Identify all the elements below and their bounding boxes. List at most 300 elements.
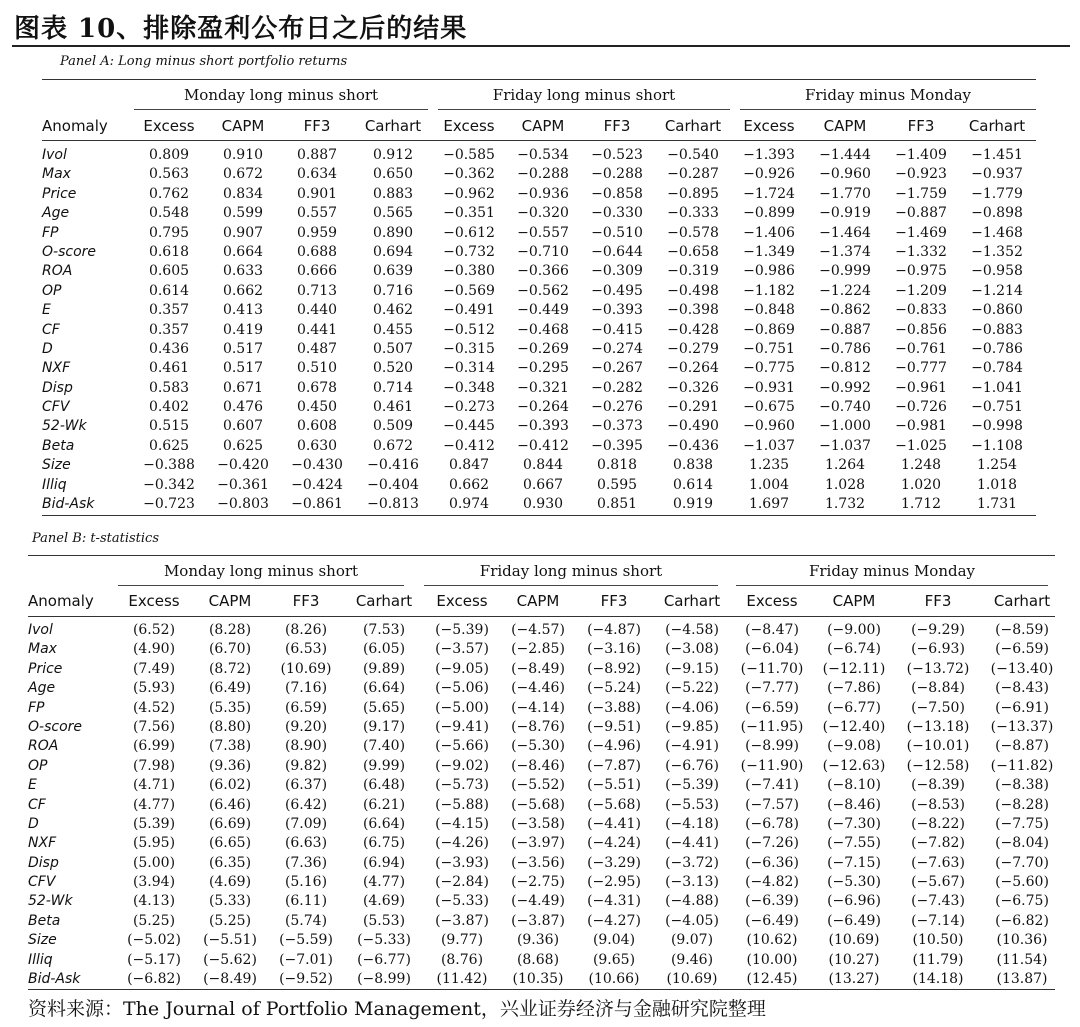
value-cell: (7.49) [132, 660, 176, 677]
value-cell: (−6.49) [827, 912, 881, 929]
anomaly-name-cell: Disp [28, 854, 59, 871]
value-cell: −0.833 [895, 302, 947, 319]
value-cell: 0.450 [296, 399, 338, 416]
value-cell: −0.309 [591, 263, 643, 280]
value-cell: (−8.43) [995, 680, 1049, 697]
value-cell: 0.667 [522, 476, 564, 493]
value-cell: 0.509 [372, 418, 414, 435]
value-cell: (5.65) [362, 699, 406, 716]
value-cell: (5.00) [132, 854, 176, 871]
value-cell: (−6.04) [745, 641, 799, 658]
value-cell: (−5.02) [127, 932, 181, 949]
anomaly-name-cell: NXF [28, 835, 57, 852]
value-cell: (−4.87) [587, 622, 641, 638]
anomaly-name-cell: Illiq [42, 476, 67, 493]
value-cell: 0.630 [296, 437, 338, 454]
column-header: Carhart [664, 117, 722, 135]
table-row [28, 699, 1064, 718]
table-row [42, 204, 1036, 223]
value-cell: (−6.76) [665, 757, 719, 774]
table-row [42, 224, 1036, 243]
value-cell: −0.273 [443, 399, 495, 416]
value-cell: (6.35) [208, 854, 252, 871]
value-cell: −0.468 [517, 321, 569, 338]
panel-a-table-body [42, 146, 1036, 514]
table-row [28, 854, 1064, 873]
value-cell: (−8.46) [827, 796, 881, 813]
table-row [28, 951, 1064, 970]
value-cell: (6.48) [362, 777, 406, 794]
value-cell: −0.393 [591, 302, 643, 319]
value-cell: 0.838 [672, 457, 714, 474]
value-cell: −0.740 [819, 399, 871, 416]
value-cell: (9.36) [516, 932, 560, 949]
anomaly-name-cell: D [28, 815, 39, 832]
value-cell: (6.64) [362, 680, 406, 697]
table-row [28, 718, 1064, 737]
panel-a-top-rule [42, 79, 1036, 80]
value-cell: −0.869 [743, 321, 795, 338]
value-cell: (9.07) [670, 932, 714, 949]
value-cell: −1.041 [971, 379, 1023, 396]
value-cell: 0.639 [372, 263, 414, 280]
value-cell: 0.557 [296, 205, 338, 222]
value-cell: (−7.41) [745, 777, 799, 794]
anomaly-name-cell: NXF [42, 360, 71, 377]
value-cell: (−9.51) [587, 718, 641, 735]
value-cell: −0.675 [743, 399, 795, 416]
value-cell: (−5.68) [587, 796, 641, 813]
panel-b-table-body [28, 621, 1064, 989]
table-row [42, 456, 1036, 475]
value-cell: (−5.73) [435, 777, 489, 794]
value-cell: (−4.46) [511, 680, 565, 697]
anomaly-name-cell: E [42, 302, 51, 319]
value-cell: −0.398 [667, 302, 719, 319]
value-cell: (−9.41) [435, 718, 489, 735]
value-cell: (−5.00) [435, 699, 489, 716]
value-cell: (4.52) [132, 699, 176, 716]
value-cell: 0.402 [148, 399, 190, 416]
value-cell: −1.352 [971, 243, 1023, 260]
value-cell: (−3.08) [665, 641, 719, 658]
value-cell: (9.99) [362, 757, 406, 774]
panel-a-group-monday: Monday long minus short [183, 86, 379, 104]
value-cell: −1.406 [743, 224, 795, 241]
value-cell: (−8.84) [911, 680, 965, 697]
value-cell: −0.498 [667, 282, 719, 299]
value-cell: −0.926 [743, 166, 795, 183]
value-cell: (−9.02) [435, 757, 489, 774]
value-cell: (6.11) [284, 893, 328, 910]
value-cell: 0.563 [148, 166, 190, 183]
value-cell: (7.40) [362, 738, 406, 755]
value-cell: −0.540 [667, 147, 719, 163]
value-cell: −0.490 [667, 418, 719, 435]
value-cell: (−8.47) [745, 622, 799, 638]
value-cell: (6.52) [132, 622, 176, 638]
value-cell: 0.517 [222, 360, 264, 377]
value-cell: −0.775 [743, 360, 795, 377]
value-cell: −0.898 [971, 205, 1023, 222]
value-cell: 0.919 [672, 496, 714, 513]
value-cell: (8.76) [440, 951, 484, 968]
column-header: FF3 [303, 117, 331, 135]
value-cell: (−3.88) [587, 699, 641, 716]
panel-b-bottom-rule [28, 989, 1055, 990]
value-cell: (−4.41) [587, 815, 641, 832]
value-cell: −0.314 [443, 360, 495, 377]
value-cell: (−13.37) [990, 718, 1054, 735]
value-cell: −0.585 [443, 147, 495, 163]
value-cell: −0.330 [591, 205, 643, 222]
value-cell: (−13.18) [906, 718, 970, 735]
value-cell: 0.901 [296, 185, 338, 202]
value-cell: (−7.70) [995, 854, 1049, 871]
value-cell: 1.004 [748, 476, 790, 493]
column-header: FF3 [603, 117, 631, 135]
table-row [28, 912, 1064, 931]
value-cell: 1.028 [824, 476, 866, 493]
value-cell: (8.72) [208, 660, 252, 677]
value-cell: (−3.87) [511, 912, 565, 929]
value-cell: (6.46) [208, 796, 252, 813]
value-cell: 0.436 [148, 340, 190, 357]
table-row [42, 165, 1036, 184]
value-cell: 0.851 [596, 496, 638, 513]
table-row [28, 796, 1064, 815]
value-cell: (−6.82) [127, 971, 181, 988]
table-row [42, 301, 1036, 320]
value-cell: −1.025 [895, 437, 947, 454]
value-cell: (10.69) [666, 971, 718, 988]
value-cell: (−2.84) [435, 874, 489, 891]
value-cell: (−4.88) [665, 893, 719, 910]
value-cell: −0.279 [667, 340, 719, 357]
value-cell: (6.37) [284, 777, 328, 794]
value-cell: 1.732 [824, 496, 866, 513]
value-cell: (−6.77) [827, 699, 881, 716]
value-cell: (−7.87) [587, 757, 641, 774]
value-cell: −0.710 [517, 243, 569, 260]
value-cell: 0.462 [372, 302, 414, 319]
value-cell: −0.784 [971, 360, 1023, 377]
value-cell: (10.50) [912, 932, 964, 949]
value-cell: 0.907 [222, 224, 264, 241]
value-cell: −0.404 [367, 476, 419, 493]
value-cell: (−6.75) [995, 893, 1049, 910]
column-header: CAPM [516, 592, 560, 610]
anomaly-name-cell: Disp [42, 379, 73, 396]
value-cell: (−8.49) [203, 971, 257, 988]
figure-title: 图表 10、排除盈利公布日之后的结果 [14, 14, 468, 44]
value-cell: (−13.40) [990, 660, 1054, 677]
value-cell: −0.960 [819, 166, 871, 183]
value-cell: 0.883 [372, 185, 414, 202]
value-cell: 0.520 [372, 360, 414, 377]
value-cell: −0.923 [895, 166, 947, 183]
value-cell: (−7.75) [995, 815, 1049, 832]
value-cell: (11.42) [436, 971, 488, 988]
value-cell: (9.04) [592, 932, 636, 949]
value-cell: 0.671 [222, 379, 264, 396]
value-cell: (7.38) [208, 738, 252, 755]
value-cell: 1.018 [976, 476, 1018, 493]
value-cell: (−5.30) [827, 874, 881, 891]
value-cell: (8.26) [284, 622, 328, 638]
value-cell: (−6.39) [745, 893, 799, 910]
value-cell: −0.803 [217, 496, 269, 513]
value-cell: (−8.10) [827, 777, 881, 794]
panel-a-group-rule-monday [134, 109, 428, 110]
panel-b-group-monday: Monday long minus short [163, 562, 359, 580]
value-cell: −1.182 [743, 282, 795, 299]
value-cell: −0.512 [443, 321, 495, 338]
value-cell: (−6.82) [995, 912, 1049, 929]
value-cell: (6.69) [208, 815, 252, 832]
value-cell: −0.895 [667, 185, 719, 202]
value-cell: (−9.29) [911, 622, 965, 638]
value-cell: (5.33) [208, 893, 252, 910]
value-cell: −0.269 [517, 340, 569, 357]
value-cell: (−3.97) [511, 835, 565, 852]
value-cell: −0.958 [971, 263, 1023, 280]
value-cell: 0.930 [522, 496, 564, 513]
value-cell: −1.108 [971, 437, 1023, 454]
value-cell: (8.68) [516, 951, 560, 968]
value-cell: −0.899 [743, 205, 795, 222]
value-cell: (−7.77) [745, 680, 799, 697]
value-cell: 0.441 [296, 321, 338, 338]
value-cell: (−9.85) [665, 718, 719, 735]
value-cell: (6.49) [208, 680, 252, 697]
value-cell: 0.650 [372, 166, 414, 183]
value-cell: (−5.62) [203, 951, 257, 968]
value-cell: (−7.86) [827, 680, 881, 697]
table-row [28, 757, 1064, 776]
table-row [42, 417, 1036, 436]
value-cell: −0.319 [667, 263, 719, 280]
anomaly-name-cell: FP [28, 699, 45, 716]
value-cell: −1.374 [819, 243, 871, 260]
value-cell: (−3.58) [511, 815, 565, 832]
value-cell: 0.625 [222, 437, 264, 454]
value-cell: (5.35) [208, 699, 252, 716]
value-cell: (−2.75) [511, 874, 565, 891]
value-cell: 0.583 [148, 379, 190, 396]
table-row [42, 282, 1036, 301]
value-cell: 0.633 [222, 263, 264, 280]
panel-a-label: Panel A: Long minus short portfolio returns [60, 54, 348, 69]
value-cell: 0.666 [296, 263, 338, 280]
value-cell: −0.282 [591, 379, 643, 396]
value-cell: (−5.33) [435, 893, 489, 910]
value-cell: −0.264 [667, 360, 719, 377]
value-cell: −0.812 [819, 360, 871, 377]
value-cell: (−5.06) [435, 680, 489, 697]
value-cell: (−8.38) [995, 777, 1049, 794]
value-cell: (−4.58) [665, 622, 719, 638]
value-cell: −0.445 [443, 418, 495, 435]
value-cell: (−7.01) [279, 951, 333, 968]
value-cell: −0.569 [443, 282, 495, 299]
value-cell: −0.937 [971, 166, 1023, 183]
title-underline [12, 45, 1070, 47]
column-header-anomaly: Anomaly [42, 117, 108, 135]
anomaly-name-cell: Beta [42, 437, 75, 454]
anomaly-name-cell: CFV [28, 874, 56, 891]
value-cell: (−7.14) [911, 912, 965, 929]
value-cell: −0.436 [667, 437, 719, 454]
value-cell: (−7.55) [827, 835, 881, 852]
anomaly-name-cell: Ivol [42, 147, 67, 163]
anomaly-name-cell: E [28, 777, 37, 794]
value-cell: −0.449 [517, 302, 569, 319]
value-cell: 1.712 [900, 496, 942, 513]
column-header: CAPM [208, 592, 252, 610]
value-cell: −0.986 [743, 263, 795, 280]
value-cell: −0.351 [443, 205, 495, 222]
value-cell: (−4.18) [665, 815, 719, 832]
anomaly-name-cell: CFV [42, 399, 70, 416]
value-cell: −0.936 [517, 185, 569, 202]
value-cell: −0.786 [819, 340, 871, 357]
value-cell: −1.468 [971, 224, 1023, 241]
table-row [28, 621, 1064, 640]
value-cell: (−7.63) [911, 854, 965, 871]
value-cell: (−3.56) [511, 854, 565, 871]
value-cell: (−3.57) [435, 641, 489, 658]
table-row [28, 834, 1064, 853]
value-cell: (−8.76) [511, 718, 565, 735]
value-cell: (−11.70) [740, 660, 804, 677]
value-cell: (−7.15) [827, 854, 881, 871]
value-cell: (4.69) [208, 874, 252, 891]
column-header: CAPM [832, 592, 876, 610]
value-cell: −0.523 [591, 147, 643, 163]
column-header: Excess [746, 592, 798, 610]
value-cell: (−12.63) [822, 757, 886, 774]
value-cell: −0.658 [667, 243, 719, 260]
value-cell: 0.461 [372, 399, 414, 416]
value-cell: (−3.87) [435, 912, 489, 929]
value-cell: (−9.52) [279, 971, 333, 988]
value-cell: −0.416 [367, 457, 419, 474]
value-cell: 1.235 [748, 457, 790, 474]
value-cell: 0.890 [372, 224, 414, 241]
column-header: CAPM [823, 117, 867, 135]
panel-a-group-rule-friday [438, 109, 730, 110]
value-cell: −0.562 [517, 282, 569, 299]
value-cell: −1.409 [895, 147, 947, 163]
column-header: CAPM [521, 117, 565, 135]
value-cell: 0.887 [296, 147, 338, 163]
value-cell: 0.762 [148, 185, 190, 202]
value-cell: (9.77) [440, 932, 484, 949]
value-cell: −0.962 [443, 185, 495, 202]
value-cell: 0.548 [148, 205, 190, 222]
column-header: FF3 [292, 592, 320, 610]
value-cell: −1.451 [971, 147, 1023, 163]
value-cell: (−5.39) [665, 777, 719, 794]
value-cell: (−4.24) [587, 835, 641, 852]
value-cell: −0.276 [591, 399, 643, 416]
value-cell: (−3.13) [665, 874, 719, 891]
value-cell: −0.761 [895, 340, 947, 357]
panel-b-top-rule [28, 555, 1055, 556]
value-cell: 0.599 [222, 205, 264, 222]
value-cell: (13.27) [828, 971, 880, 988]
value-cell: (−5.22) [665, 680, 719, 697]
value-cell: 0.809 [148, 147, 190, 163]
anomaly-name-cell: 52-Wk [42, 418, 87, 435]
value-cell: 0.716 [372, 282, 414, 299]
value-cell: (7.36) [284, 854, 328, 871]
anomaly-name-cell: Age [28, 680, 56, 697]
value-cell: −0.424 [291, 476, 343, 493]
value-cell: 0.487 [296, 340, 338, 357]
value-cell: (7.56) [132, 718, 176, 735]
value-cell: (13.87) [996, 971, 1048, 988]
value-cell: (−3.29) [587, 854, 641, 871]
column-header: FF3 [907, 117, 935, 135]
table-row [28, 679, 1064, 698]
value-cell: (−9.05) [435, 660, 489, 677]
table-row [42, 340, 1036, 359]
value-cell: (−4.41) [665, 835, 719, 852]
anomaly-name-cell: 52-Wk [28, 893, 73, 910]
value-cell: (−8.04) [995, 835, 1049, 852]
anomaly-name-cell: CF [28, 796, 46, 813]
table-row [28, 873, 1064, 892]
value-cell: (9.20) [284, 718, 328, 735]
value-cell: −1.037 [819, 437, 871, 454]
value-cell: (−6.74) [827, 641, 881, 658]
value-cell: 1.697 [748, 496, 790, 513]
value-cell: −0.274 [591, 340, 643, 357]
value-cell: 0.595 [596, 476, 638, 493]
value-cell: 0.357 [148, 302, 190, 319]
value-cell: (−5.51) [587, 777, 641, 794]
value-cell: (8.28) [208, 622, 252, 638]
anomaly-name-cell: CF [42, 321, 60, 338]
value-cell: −0.856 [895, 321, 947, 338]
value-cell: −0.295 [517, 360, 569, 377]
value-cell: (8.90) [284, 738, 328, 755]
value-cell: −0.393 [517, 418, 569, 435]
value-cell: (6.75) [362, 835, 406, 852]
value-cell: (−6.96) [827, 893, 881, 910]
value-cell: 0.614 [148, 282, 190, 299]
value-cell: 0.844 [522, 457, 564, 474]
anomaly-name-cell: Beta [28, 912, 61, 929]
value-cell: (−9.15) [665, 660, 719, 677]
value-cell: (−4.14) [511, 699, 565, 716]
value-cell: (7.16) [284, 680, 328, 697]
value-cell: (6.64) [362, 815, 406, 832]
value-cell: (−5.60) [995, 874, 1049, 891]
value-cell: (7.53) [362, 622, 406, 638]
value-cell: (−8.53) [911, 796, 965, 813]
panel-b-group-friday-minus-monday: Friday minus Monday [808, 562, 976, 580]
column-header: Carhart [663, 592, 721, 610]
panel-b-group-rule-friday-minus-monday [736, 585, 1048, 586]
value-cell: −0.510 [591, 224, 643, 241]
value-cell: (−4.49) [511, 893, 565, 910]
value-cell: 1.731 [976, 496, 1018, 513]
value-cell: (−8.99) [357, 971, 411, 988]
table-row [42, 359, 1036, 378]
